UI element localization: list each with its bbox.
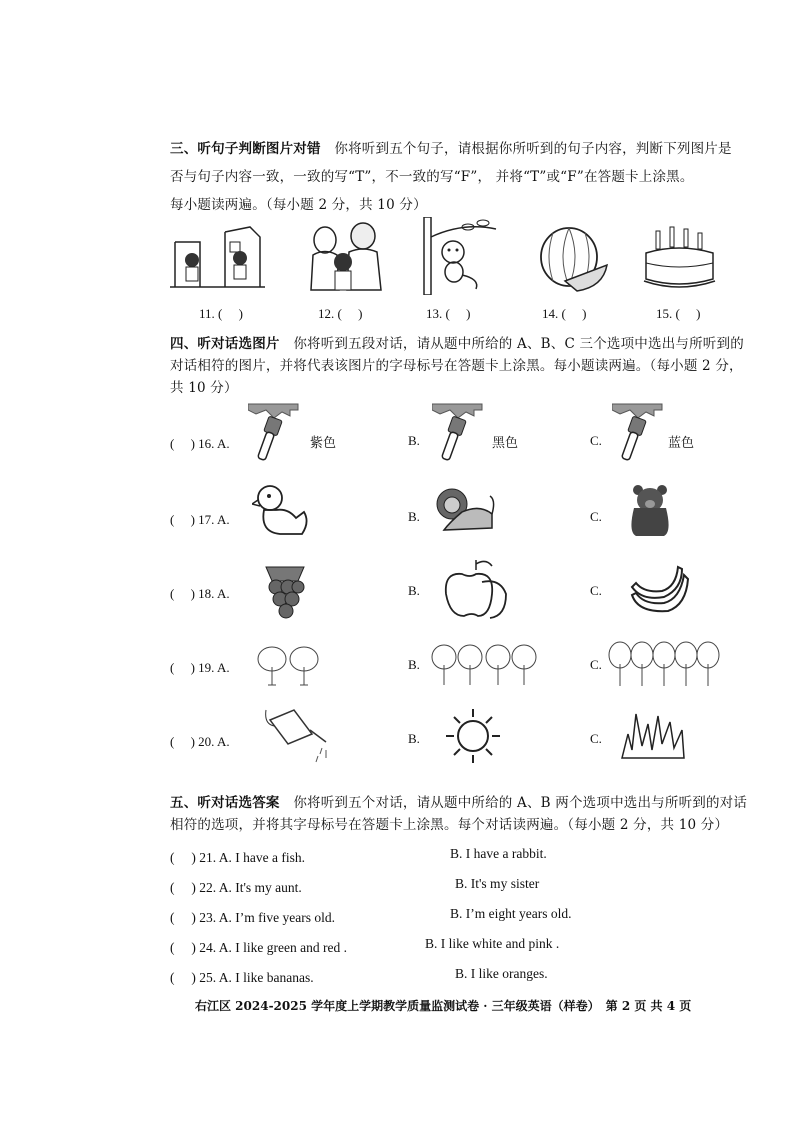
section4-instructions-2: 对话相符的图片，并将代表该图片的字母标号在答题卡上涂黑。每小题读两遍。（每小题 2 分， (170, 358, 743, 374)
q16-c-text: 蓝色 (668, 436, 695, 451)
q19-label: ( ) 19. A. (170, 660, 230, 675)
section3-instructions-3: 每小题读两遍。（每小题 2 分，共 10 分） (170, 197, 427, 213)
q17-label: ( ) 17. A. (170, 512, 230, 527)
section3-header (170, 138, 770, 216)
bananas-icon (628, 565, 692, 615)
q17-c-label: C. (590, 509, 602, 524)
q16-a-text: 紫色 (310, 436, 337, 451)
section4-instructions-1: 你将听到五段对话，请从题中所给的 A、B、C 三个选项中选出与所听到的 (293, 336, 744, 352)
q16-b-text: 黑色 (492, 436, 519, 451)
watering-can-icon (264, 706, 332, 766)
item-12-label: 12. ( ) (318, 306, 363, 321)
q24-b: B. I like white and pink . (425, 936, 560, 951)
q18-b-label: B. (408, 583, 420, 598)
section3-instructions-2: 否与句子内容一致，一致的写“T”，不一致的写“F”， 并将“T”或“F”在答题卡上涂黑。 (170, 169, 694, 185)
sun-icon (444, 707, 502, 765)
q22-a: ( ) 22. A. It's my aunt. (170, 880, 302, 895)
q22-b: B. It's my sister (455, 876, 540, 891)
section3-line1 (170, 138, 770, 160)
grass-icon (620, 710, 686, 760)
lion-icon (436, 486, 496, 534)
q23-a: ( ) 23. A. I’m five years old. (170, 910, 335, 925)
kids-playground-icon (170, 222, 265, 292)
family-icon (305, 220, 385, 292)
q20-c-label: C. (590, 731, 602, 746)
bear-icon (626, 482, 674, 538)
two-trees-icon (254, 645, 324, 687)
q19-b-label: B. (408, 657, 420, 672)
five-trees-icon (608, 640, 720, 688)
q21-b: B. I have a rabbit. (450, 846, 547, 861)
section5-line1 (170, 792, 770, 814)
q16-label: ( ) 16. A. (170, 436, 230, 451)
monkey-icon (418, 217, 498, 295)
section4-instructions-3: 共 10 分） (170, 380, 238, 396)
paint-brush-icon (248, 402, 300, 464)
q18-label: ( ) 18. A. (170, 586, 230, 601)
q16-c-label: C. (590, 433, 602, 448)
section5-title: 五、听对话选答案 (170, 795, 280, 811)
apples-icon (442, 558, 510, 622)
q17-b-label: B. (408, 509, 420, 524)
duck-icon (252, 482, 310, 538)
q19-c-label: C. (590, 657, 602, 672)
section4-header (170, 333, 770, 399)
four-trees-icon (430, 643, 540, 687)
q20-b-label: B. (408, 731, 420, 746)
section5-instructions-1: 你将听到五个对话，请从题中所给的 A、B 两个选项中选出与所听到的对话 (293, 795, 748, 811)
item-13-label: 13. ( ) (426, 306, 471, 321)
watermelon-icon (537, 225, 609, 293)
grapes-icon (258, 563, 312, 619)
birthday-cake-icon (642, 225, 717, 291)
q24-a: ( ) 24. A. I like green and red . (170, 940, 347, 955)
item-11-label: 11. ( ) (199, 306, 243, 321)
section3-title: 三、听句子判断图片对错 (170, 141, 321, 157)
section4-title: 四、听对话选图片 (170, 336, 280, 352)
q21-a: ( ) 21. A. I have a fish. (170, 850, 305, 865)
paint-brush-icon (612, 402, 664, 464)
q23-b: B. I’m eight years old. (450, 906, 572, 921)
item-14-label: 14. ( ) (542, 306, 587, 321)
section4-line1 (170, 333, 770, 355)
item-15-label: 15. ( ) (656, 306, 701, 321)
paint-brush-icon (432, 402, 484, 464)
section5-header (170, 792, 770, 836)
q16-b-label: B. (408, 433, 420, 448)
section5-instructions-2: 相符的选项，并将其字母标号在答题卡上涂黑。每个对话读两遍。（每小题 2 分，共 10 分） (170, 817, 729, 833)
q25-a: ( ) 25. A. I like bananas. (170, 970, 314, 985)
q25-b: B. I like oranges. (455, 966, 548, 981)
q20-label: ( ) 20. A. (170, 734, 230, 749)
section3-instructions-1: 你将听到五个句子，请根据你所听到的句子内容，判断下列图片是 (334, 141, 732, 157)
q18-c-label: C. (590, 583, 602, 598)
page-footer: 右江区 2024-2025 学年度上学期教学质量监测试卷 · 三年级英语（样卷） 第 2 页 共 4 页 (195, 999, 692, 1013)
